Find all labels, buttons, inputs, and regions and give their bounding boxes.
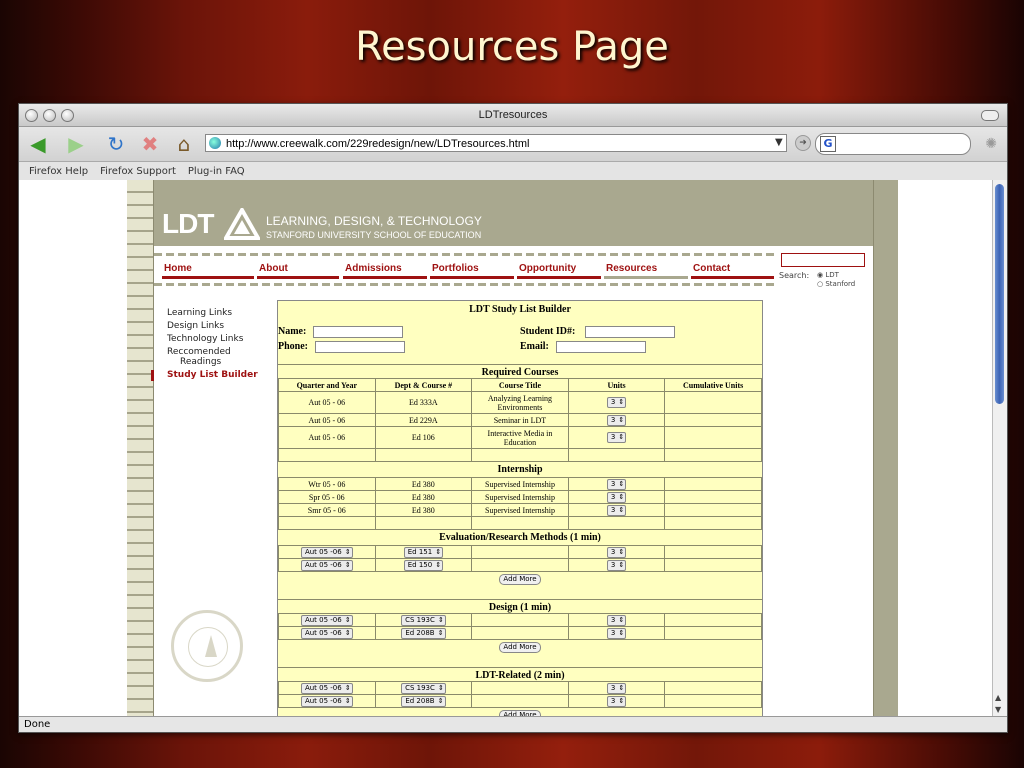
nav-portfolios[interactable]: Portfolios (432, 263, 479, 274)
ldt-site (127, 180, 897, 716)
units-select[interactable]: 3 ⇕ (607, 479, 626, 490)
throbber-icon: ✺ (985, 136, 997, 152)
quarter-select[interactable]: Aut 05 -06 ⇕ (301, 628, 353, 639)
course-select[interactable]: CS 193C ⇕ (401, 683, 446, 694)
stop-icon[interactable]: ✖ (141, 132, 159, 156)
site-subtitle: STANFORD UNIVERSITY SCHOOL OF EDUCATION (266, 230, 482, 240)
table-row: Aut 05 - 06 Ed 333A Analyzing Learning Environments 3 ⇕ (279, 392, 762, 414)
left-nav-readings[interactable]: Readings (180, 357, 222, 367)
internship-table (278, 477, 762, 530)
table-row (279, 614, 762, 627)
units-select[interactable]: 3 ⇕ (607, 397, 626, 408)
scroll-thumb[interactable] (995, 184, 1004, 404)
url-text: http://www.creewalk.com/229redesign/new/LDTresources.html (226, 138, 530, 150)
bookmark-plugin-faq[interactable]: Plug-in FAQ (187, 165, 245, 177)
search-option-ldt[interactable]: ◉ LDT (817, 271, 839, 279)
google-icon[interactable]: G (820, 136, 836, 152)
status-bar (19, 716, 1007, 732)
student-id-label: Student ID#: (520, 326, 576, 337)
add-more-button[interactable]: Add More (499, 574, 541, 585)
name-label: Name: (278, 326, 307, 337)
search-label: Search: (779, 271, 810, 280)
bookmarks-bar (19, 162, 1007, 181)
slide-title: Resources Page (355, 24, 669, 70)
left-nav (167, 308, 267, 383)
left-nav-design-links[interactable]: Design Links (167, 321, 225, 331)
quarter-select[interactable]: Aut 05 -06 ⇕ (301, 696, 353, 707)
table-row: Aut 05 - 06 Ed 229A Seminar in LDT 3 ⇕ (279, 414, 762, 427)
table-row (279, 559, 762, 572)
header-cumulative: Cumulative Units (665, 379, 762, 392)
header-course: Dept & Course # (375, 379, 472, 392)
header-title: Course Title (472, 379, 569, 392)
quarter-select[interactable]: Aut 05 -06 ⇕ (301, 683, 353, 694)
bookmark-firefox-support[interactable]: Firefox Support (100, 165, 176, 177)
required-courses-title: Required Courses (278, 364, 762, 378)
reload-icon[interactable]: ↻ (107, 132, 125, 156)
phone-label: Phone: (278, 341, 308, 352)
main-nav (154, 253, 774, 287)
search-input[interactable] (815, 133, 971, 155)
bookmark-firefox-help[interactable]: Firefox Help (29, 165, 89, 177)
left-stripe-band (127, 180, 154, 716)
ldt-related-table (278, 681, 762, 708)
course-select[interactable]: Ed 150 ⇕ (404, 560, 443, 571)
units-select[interactable]: 3 ⇕ (607, 547, 626, 558)
scroll-down-icon[interactable]: ▼ (995, 705, 1002, 714)
home-icon[interactable]: ⌂ (177, 132, 191, 156)
site-header (154, 180, 873, 246)
student-id-field[interactable] (585, 326, 675, 338)
quarter-select[interactable]: Aut 05 -06 ⇕ (301, 560, 353, 571)
vertical-scrollbar[interactable] (992, 180, 1007, 716)
scroll-up-icon[interactable]: ▲ (995, 693, 1002, 702)
nav-opportunity[interactable]: Opportunity (519, 263, 577, 274)
forward-arrow-icon[interactable]: ▶ (68, 132, 84, 156)
nav-admissions[interactable]: Admissions (345, 263, 402, 274)
units-select[interactable]: 3 ⇕ (607, 683, 626, 694)
table-row (279, 695, 762, 708)
design-title: Design (1 min) (278, 599, 762, 613)
globe-icon (209, 137, 221, 149)
zoom-window-icon[interactable] (61, 109, 74, 122)
left-nav-recommended[interactable]: Reccomended (167, 347, 231, 357)
course-select[interactable]: CS 193C ⇕ (401, 615, 446, 626)
table-row: Aut 05 - 06 Ed 106 Interactive Media in Education 3 ⇕ (279, 427, 762, 449)
internship-title: Internship (497, 464, 543, 475)
quarter-select[interactable]: Aut 05 -06 ⇕ (301, 615, 353, 626)
table-row: Smr 05 - 06 Ed 380 Supervised Internship 3 ⇕ (279, 504, 762, 517)
nav-about[interactable]: About (259, 263, 288, 274)
design-table (278, 613, 762, 640)
add-more-button[interactable]: Add More (499, 710, 541, 716)
nav-resources[interactable]: Resources (606, 263, 658, 274)
units-select[interactable]: 3 ⇕ (607, 615, 626, 626)
table-row (279, 546, 762, 559)
nav-home[interactable]: Home (164, 263, 192, 274)
ldt-logo[interactable]: LDT (162, 208, 214, 239)
course-select[interactable]: Ed 208B ⇕ (401, 628, 445, 639)
phone-field[interactable] (315, 341, 405, 353)
ldt-related-title: LDT-Related (2 min) (278, 667, 762, 681)
ldt-logo-icon (224, 208, 260, 240)
email-label: Email: (520, 341, 549, 352)
left-nav-study-list-builder[interactable]: Study List Builder (167, 370, 267, 380)
table-row (279, 627, 762, 640)
page-viewport (19, 180, 993, 716)
go-icon[interactable]: ➜ (795, 135, 811, 151)
units-select[interactable]: 3 ⇕ (607, 415, 626, 426)
nav-contact[interactable]: Contact (693, 263, 731, 274)
eval-table (278, 545, 762, 572)
header-units: Units (568, 379, 665, 392)
name-field[interactable] (313, 326, 403, 338)
study-list-builder (277, 300, 763, 716)
units-select[interactable]: 3 ⇕ (607, 432, 626, 443)
add-more-button[interactable]: Add More (499, 642, 541, 653)
nav-toolbar (19, 127, 1007, 162)
back-arrow-icon[interactable]: ◀ (30, 132, 46, 156)
close-window-icon[interactable] (25, 109, 38, 122)
builder-title: LDT Study List Builder (469, 304, 571, 315)
site-search-input[interactable] (781, 253, 865, 267)
left-nav-learning-links[interactable]: Learning Links (167, 308, 233, 318)
course-select[interactable]: Ed 151 ⇕ (404, 547, 443, 558)
title-bar (19, 104, 1007, 127)
status-text: Done (24, 719, 51, 730)
browser-window (18, 103, 1008, 733)
units-select[interactable]: 3 ⇕ (607, 696, 626, 707)
site-name: LEARNING, DESIGN, & TECHNOLOGY (266, 214, 482, 228)
right-band (873, 180, 898, 716)
stanford-seal-icon (171, 610, 243, 682)
left-nav-technology-links[interactable]: Technology Links (167, 334, 244, 344)
units-select[interactable]: 3 ⇕ (607, 628, 626, 639)
toolbar-toggle-icon[interactable] (981, 110, 999, 121)
url-bar[interactable] (205, 134, 787, 152)
units-select[interactable]: 3 ⇕ (607, 560, 626, 571)
email-field[interactable] (556, 341, 646, 353)
table-row (279, 682, 762, 695)
units-select[interactable]: 3 ⇕ (607, 492, 626, 503)
minimize-window-icon[interactable] (43, 109, 56, 122)
table-row: Wtr 05 - 06 Ed 380 Supervised Internship 3 ⇕ (279, 478, 762, 491)
required-courses-table (278, 378, 762, 462)
eval-title: Evaluation/Research Methods (1 min) (439, 532, 601, 543)
header-quarter: Quarter and Year (279, 379, 376, 392)
units-select[interactable]: 3 ⇕ (607, 505, 626, 516)
course-select[interactable]: Ed 208B ⇕ (401, 696, 445, 707)
url-dropdown-icon[interactable]: ▼ (775, 137, 783, 148)
search-option-stanford[interactable]: ○ Stanford (817, 280, 856, 288)
window-title: LDTresources (478, 109, 548, 121)
table-row: Spr 05 - 06 Ed 380 Supervised Internship 3 ⇕ (279, 491, 762, 504)
quarter-select[interactable]: Aut 05 -06 ⇕ (301, 547, 353, 558)
